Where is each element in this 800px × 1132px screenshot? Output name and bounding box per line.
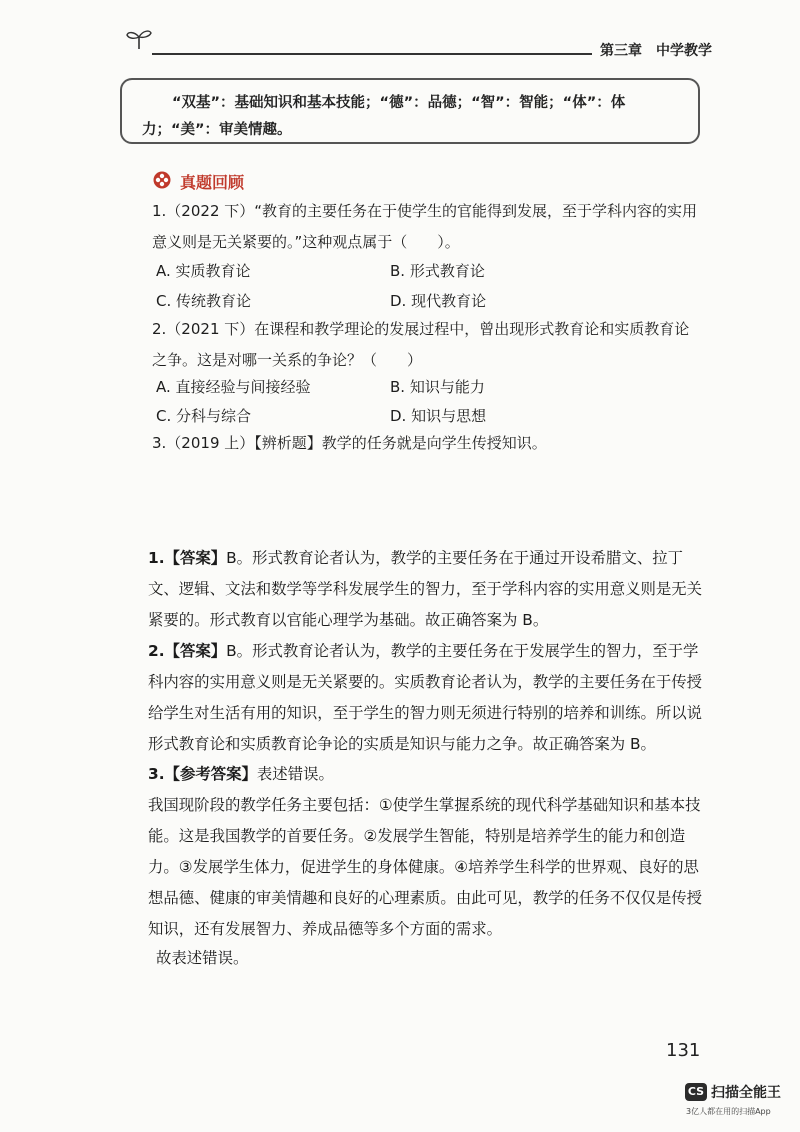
answer-1-label: 1.【答案】 xyxy=(148,549,227,567)
section-title: 真题回顾 xyxy=(180,173,245,192)
note-text: “双基”：基础知识和基本技能；“德”：品德；“智”：智能；“体”：体力；“美”：审美情趣。 xyxy=(142,95,626,138)
q1-option-c: C. 传统教育论 xyxy=(156,292,252,310)
scanner-brand: 扫描全能王 xyxy=(711,1085,781,1101)
q1-option-a: A. 实质教育论 xyxy=(156,262,251,280)
q2-option-b: B. 知识与能力 xyxy=(390,378,485,396)
answer-3 xyxy=(148,759,708,790)
q1-option-b: B. 形式教育论 xyxy=(390,262,485,280)
chapter-header xyxy=(600,40,712,60)
chapter-number: 第三章 xyxy=(600,43,642,59)
q2-option-a: A. 直接经验与间接经验 xyxy=(156,378,311,396)
q2-option-d: D. 知识与思想 xyxy=(390,407,487,425)
answer-1 xyxy=(148,543,708,636)
question-2-stem: 2.（2021 下）在课程和教学理论的发展过程中，曾出现形式教育论和实质教育论之争。这是对哪一关系的争论？（ ） xyxy=(152,320,690,369)
header-rule xyxy=(152,53,592,55)
q1-option-d: D. 现代教育论 xyxy=(390,292,487,310)
answer-2 xyxy=(148,636,708,760)
chapter-topic: 中学教学 xyxy=(656,43,712,59)
sprout-icon xyxy=(124,27,154,51)
answer-3-text: 表述错误。 xyxy=(256,765,334,783)
q2-option-c: C. 分科与综合 xyxy=(156,407,252,425)
answer-2-label: 2.【答案】 xyxy=(148,642,227,660)
answer-3-conclusion: 故表述错误。 xyxy=(156,949,249,967)
question-1-stem: 1.（2022 下）“教育的主要任务在于使学生的官能得到发展，至于学科内容的实用意义则是无关紧要的。”这种观点属于（ ）。 xyxy=(152,202,698,251)
section-flower-icon xyxy=(153,171,171,189)
answer-3-label: 3.【参考答案】 xyxy=(148,765,257,783)
answer-1-text: B。形式教育论者认为，教学的主要任务在于通过开设希腊文、拉丁文、逻辑、文法和数学等学科发展学生的智力，至于学科内容的实用意义则是无关紧要的。形式教育以官能心理学为基础。故正确答案为 B。 xyxy=(148,549,703,629)
question-3-stem: 3.（2019 上）【辨析题】教学的任务就是向学生传授知识。 xyxy=(152,434,547,452)
scanner-tagline: 3亿人都在用的扫描App xyxy=(686,1107,771,1116)
page-number: 131 xyxy=(666,1040,701,1061)
answer-3-explanation: 我国现阶段的教学任务主要包括：①使学生掌握系统的现代科学基础知识和基本技能。这是我国教学的首要任务。②发展学生智能，特别是培养学生的能力和创造力。③发展学生体力，促进学生的身体健康。④培养学生科学的世界观、良好的思想品德、健康的审美情趣和良好的心理素质。由此可见，教学的任务不仅仅是传授知识，还有发展智力、养成品德等多个方面的需求。 xyxy=(148,796,703,938)
answer-2-text: B。形式教育论者认为，教学的主要任务在于发展学生的智力，至于学科内容的实用意义则是无关紧要的。实质教育论者认为，教学的主要任务在于传授给学生对生活有用的知识，至于学生的智力则无须进行特别的培养和训练。所以说形式教育论和实质教育论争论的实质是知识与能力之争。故正确答案为 B。 xyxy=(148,642,703,753)
camscanner-logo-icon: CS xyxy=(685,1083,707,1101)
